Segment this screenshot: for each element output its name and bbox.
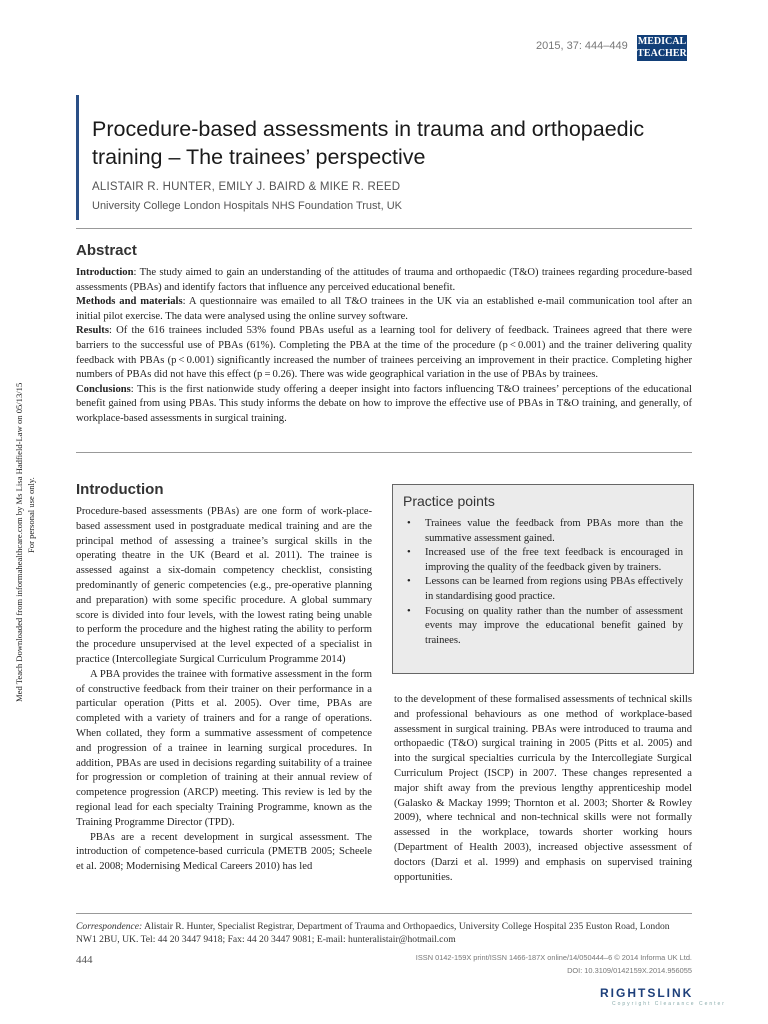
- doi-line: DOI: 10.3109/0142159X.2014.956055: [567, 966, 692, 975]
- article-affiliation: University College London Hospitals NHS Foundation Trust, UK: [92, 200, 402, 212]
- correspondence: [76, 920, 692, 946]
- abstract-section-text: : The study aimed to gain an understanding of the attitudes of trauma and orthopaedic (T&O) trainees regarding procedure-based assessments (PBAs) and identify factors that influence any perceived educational benefit.: [76, 267, 692, 293]
- introduction-left-column: [76, 505, 372, 875]
- abstract-section-text: : Of the 616 trainees included 53% found PBAs useful as a learning tool for delivery of feedback. Trainees agreed that there were barriers to the successful use of PBAs (61%). Completing the PBA at the time of the procedure (p < 0.001) and the trainer delivering quality feedback with PBAs (p < 0.001) significantly increased the number of trainees perceiving an improvement in their practice. Completing higher numbers of PBAs did not have this effect (p = 0.26). There was wide geographical variation in the use of PBAs by trainees.: [76, 325, 692, 381]
- list-item: • Increased use of the free text feedback is encouraged in improving the quality of the feedback given by trainers.: [403, 546, 683, 575]
- correspondence-text: Alistair R. Hunter, Specialist Registrar, Department of Trauma and Orthopaedics, University College Hospital 235 Euston Road, London NW1 2BU, UK. Tel: 44 20 3447 9418; Fax: 44 20 3447 9081; E-mail: hunteralistair@hotmail.com: [76, 921, 670, 945]
- divider: [76, 228, 692, 229]
- article-title: Procedure-based assessments in trauma and orthopaedic training – The trainees’ perspective: [92, 117, 645, 169]
- list-item: • Lessons can be learned from regions using PBAs effectively in standardising good practice.: [403, 575, 683, 604]
- citation: 2015, 37: 444–449: [536, 40, 628, 52]
- paragraph: PBAs are a recent development in surgical assessment. The introduction of competence-based curricula (PMETB 2005; Scheele et al. 2008; Modernising Medical Careers 2010) has led: [76, 831, 372, 873]
- abstract-section: [76, 383, 692, 427]
- rightslink-subtitle: Copyright Clearance Center: [612, 1001, 726, 1007]
- abstract-section-text: : A questionnaire was emailed to all T&O trainees in the UK via an established e-mail communication tool after an initial pilot exercise. The data were analysed using the online survey software.: [76, 296, 692, 322]
- abstract-section-label: Results: [76, 325, 109, 337]
- list-item: • Focusing on quality rather than the number of assessment events may improve the educational benefit gained by trainees.: [403, 605, 683, 649]
- divider: [76, 452, 692, 453]
- rightslink-logo: RIGHTSLINK: [600, 986, 694, 1000]
- journal-logo: [637, 35, 687, 61]
- practice-points-box: [392, 484, 694, 674]
- correspondence-label: Correspondence:: [76, 921, 143, 932]
- abstract-section-label: Conclusions: [76, 383, 131, 395]
- practice-points-heading: Practice points: [403, 493, 495, 509]
- paragraph: Procedure-based assessments (PBAs) are one form of work-place-based assessment used in postgraduate medical training and are the principal method of assessing a trainee’s surgical skills in the operating theatre in the UK (Beard et al. 2011). The trainee is assessed against a six-domain competency checklist, consisting predominantly of generic competencies (e.g., pre-operative planning and preparation) with some specific procedure. A global summary score is divided into four levels, with the lowest rating being unable to perform the procedure and the highest rating the ability to perform the procedure unsupervised at the level expected of a specialist in practice (Intercollegiate Surgical Curriculum Programme 2014): [76, 506, 372, 665]
- introduction-heading: Introduction: [76, 481, 164, 498]
- side-notice-line1: Med Teach Downloaded from informahealthcare.com by Ms Lisa Hadfield-Law on 05/13/15: [14, 382, 24, 702]
- issn-line: ISSN 0142-159X print/ISSN 1466-187X online/14/050444–6 © 2014 Informa UK Ltd.: [415, 953, 692, 962]
- abstract-heading: Abstract: [76, 242, 137, 259]
- footer-divider: [76, 913, 692, 914]
- abstract-section-label: Introduction: [76, 267, 134, 278]
- abstract-section: [76, 324, 692, 382]
- paragraph: to the development of these formalised assessments of technical skills and professional behaviours as one method of workplace-based assessment in surgical training. PBAs were introduced to trauma and orthopaedic (T&O) surgical training in 2005 (Pitts et al. 2005) and into the surgical specialties curricula by the Intercollegiate Surgical Curriculum Project (ISCP) in 2007. These changes represented a major shift away from the previous lengthy apprenticeship model (Galasko & Mackay 1999; Thornton et al. 2003; Shorter & Rowley 2009), where technical and non-technical skills were not formally assessed in the workplace, towards shorter working hours (Department of Health 2003), increased objective assessment of doctors (Darzi et al. 1999) and emphasis on supervised training opportunities.: [394, 694, 692, 883]
- introduction-right-column: [394, 693, 692, 885]
- page-number: 444: [76, 954, 93, 966]
- abstract-body: [76, 266, 692, 427]
- title-accent-bar: [76, 95, 79, 220]
- abstract-section: [76, 295, 692, 324]
- abstract-section: [76, 266, 692, 295]
- practice-points-list: [403, 517, 683, 648]
- journal-logo-line2: TEACHER: [637, 48, 687, 59]
- list-item: • Trainees value the feedback from PBAs more than the summative assessment gained.: [403, 517, 683, 546]
- article-authors: ALISTAIR R. HUNTER, EMILY J. BAIRD & MIKE R. REED: [92, 181, 401, 193]
- side-notice-line2: For personal use only.: [26, 477, 36, 553]
- journal-logo-line1: MEDICAL: [637, 36, 687, 47]
- abstract-section-text: : This is the first nationwide study offering a deeper insight into factors influencing T&O trainees’ perceptions of the educational benefit gained from using PBAs. This study informs the debate on how to improve the effective use of PBAs in T&O training, and generally, of workplace-based assessments in surgical training.: [76, 383, 692, 424]
- abstract-section-label: Methods and materials: [76, 296, 183, 308]
- paragraph: A PBA provides the trainee with formative assessment in the form of constructive feedback from their trainer on their performance in a particular operation (Pitts et al. 2005). Over time, PBAs are completed with a variety of trainers and for a range of operations. When collated, they form a summative assessment of competence and progression of a trainee in learning surgical procedures. In addition, PBAs are used in decisions regarding suitability of a trainee for progression or completion of training at their annual review of competence progression (ARCP) meeting. This review is led by the regional lead for each specialty Training Programme, known as the Training Programme Director (TPD).: [76, 668, 372, 828]
